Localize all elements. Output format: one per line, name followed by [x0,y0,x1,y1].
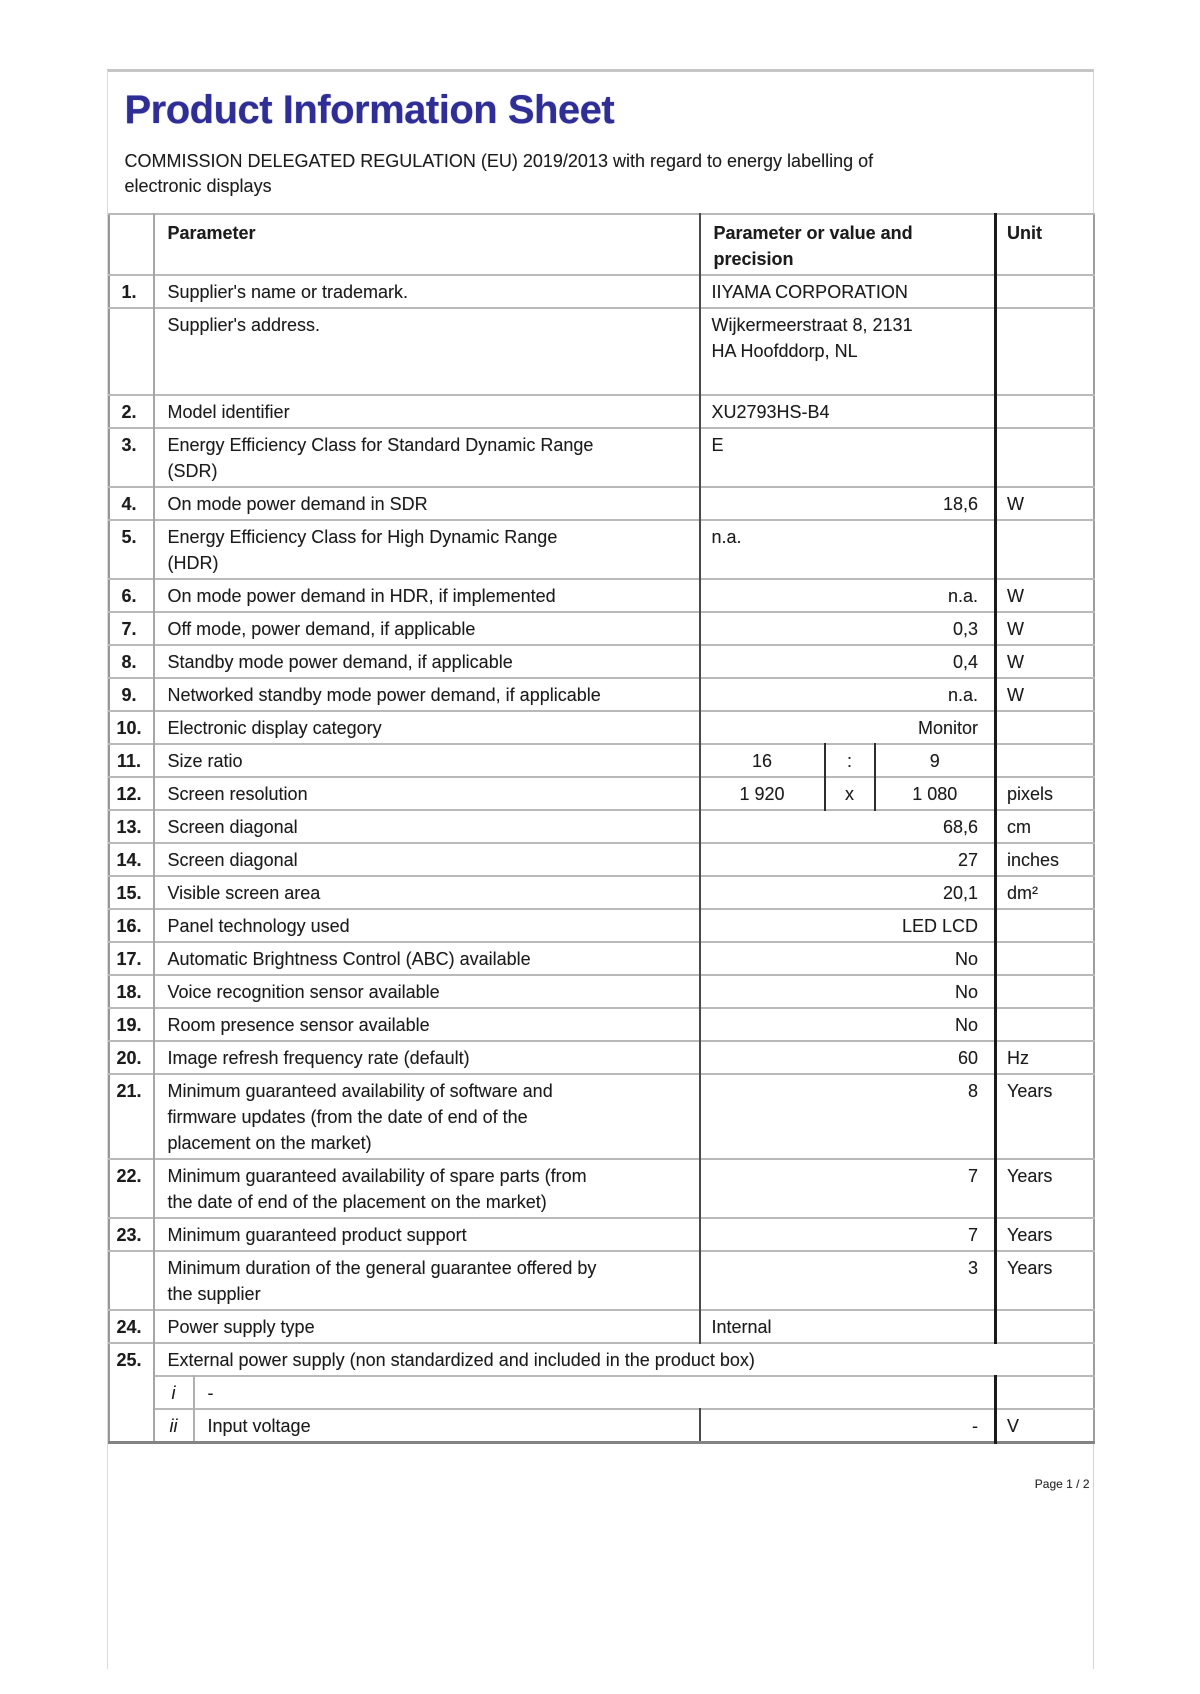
row-unit: Years [996,1159,1094,1218]
row-unit [996,1310,1094,1343]
row-value: 60 [700,1041,996,1074]
row-number: 20. [116,1048,142,1068]
row-label: Input voltage [194,1409,700,1443]
row-value: 7 [700,1218,996,1251]
row-value: E [700,428,996,487]
regulation-intro-text: COMMISSION DELEGATED REGULATION (EU) 2019/2013 with regard to energy labelling of electronic displays [124,151,874,196]
row-unit [996,520,1094,579]
row-unit [996,308,1094,395]
row-label: External power supply (non standardized and included in the product box) [154,1343,1094,1376]
row-value-second: 9 [929,751,940,771]
row-label: On mode power demand in SDR [154,487,700,520]
row-unit [996,428,1094,487]
row-number: 23. [116,1225,142,1245]
row-value: 3 [700,1251,996,1310]
header-value [700,214,996,275]
row-unit [996,1008,1094,1041]
row-value: Internal [700,1310,996,1343]
row-label: Energy Efficiency Class for High Dynamic Range (HDR) [154,520,700,579]
header-row [109,214,1094,275]
row-subnumber: i [154,1376,194,1409]
table-row [109,909,1094,942]
row-label: Image refresh frequency rate (default) [154,1041,700,1074]
row-unit [996,909,1094,942]
row-label: Automatic Brightness Control (ABC) available [154,942,700,975]
row-unit: W [996,612,1094,645]
row-unit [996,744,1094,777]
row-unit: W [996,487,1094,520]
row-number: 8. [121,652,137,672]
table-row [109,942,1094,975]
row-number: 3. [121,435,137,455]
row-unit [996,975,1094,1008]
row-unit: W [996,645,1094,678]
header-unit: Unit [996,214,1094,275]
row-value: n.a. [700,579,996,612]
row-unit [996,395,1094,428]
product-information-sheet [107,69,1094,1669]
row-label: Panel technology used [154,909,700,942]
row-number: 5. [121,527,137,547]
row-label: Standby mode power demand, if applicable [154,645,700,678]
row-number [109,308,154,395]
row-value: Monitor [700,711,996,744]
page-title: Product Information Sheet [124,88,615,132]
row-label: Screen resolution [154,777,700,810]
table-row [109,1218,1094,1251]
row-label: - [194,1376,996,1409]
table-row [109,395,1094,428]
table-row [109,876,1094,909]
row-number: 6. [121,586,137,606]
row-value: XU2793HS-B4 [700,395,996,428]
table-row [109,975,1094,1008]
row-label: Voice recognition sensor available [154,975,700,1008]
row-value-second: 1 080 [912,784,958,804]
table-row [109,275,1094,308]
row-unit: V [996,1409,1094,1443]
row-label: Electronic display category [154,711,700,744]
row-value: 0,4 [700,645,996,678]
row-value: Wijkermeerstraat 8, 2131 HA Hoofddorp, NL [700,308,996,395]
table-row [109,520,1094,579]
row-number: 2. [121,402,137,422]
row-label: Power supply type [154,1310,700,1343]
row-subnumber: ii [154,1409,194,1443]
row-unit [996,1376,1094,1409]
row-number: 21. [116,1081,142,1101]
row-value: 0,3 [700,612,996,645]
row-unit [996,942,1094,975]
row-number: 18. [116,982,142,1002]
header-value-label: Parameter or value and precision [713,223,913,269]
page-number: Page 1 / 2 [1034,1477,1090,1491]
table-row [109,428,1094,487]
row-label: Minimum guaranteed product support [154,1218,700,1251]
table-row [109,579,1094,612]
row-value-first: 1 920 [700,777,825,810]
row-number: 11. [116,751,142,771]
row-value-separator: : [825,744,875,777]
row-value: LED LCD [700,909,996,942]
row-number [109,1376,154,1409]
parameter-table-body [109,275,1094,1443]
row-label: Minimum duration of the general guarantee offered by the supplier [154,1251,700,1310]
row-value: n.a. [700,678,996,711]
table-row [109,1159,1094,1218]
row-label: Screen diagonal [154,843,700,876]
row-value: 7 [700,1159,996,1218]
table-row [109,1409,1094,1443]
row-label: Screen diagonal [154,810,700,843]
table-row [109,843,1094,876]
row-number: 19. [116,1015,142,1035]
row-value: 8 [700,1074,996,1159]
row-label: Visible screen area [154,876,700,909]
row-unit: W [996,678,1094,711]
table-row [109,1008,1094,1041]
parameter-table [108,213,1095,1444]
row-value: No [700,942,996,975]
row-label: Supplier's name or trademark. [154,275,700,308]
row-number: 10. [116,718,142,738]
row-unit [996,275,1094,308]
row-number: 14. [116,850,142,870]
row-number [109,1409,154,1443]
table-row [109,1376,1094,1409]
row-number: 13. [116,817,142,837]
row-unit: pixels [996,777,1094,810]
table-row [109,1074,1094,1159]
table-row [109,308,1094,395]
row-value: n.a. [700,520,996,579]
row-number [109,1251,154,1310]
row-unit: W [996,579,1094,612]
row-label: Minimum guaranteed availability of spare parts (from the date of end of the placement on the market) [154,1159,700,1218]
row-number: 15. [116,883,142,903]
row-unit [996,711,1094,744]
row-unit: dm² [996,876,1094,909]
row-value: 20,1 [700,876,996,909]
row-unit: inches [996,843,1094,876]
row-value: No [700,975,996,1008]
row-unit: Years [996,1251,1094,1310]
table-row [109,810,1094,843]
row-value-separator: x [825,777,875,810]
row-number: 12. [116,784,142,804]
row-unit: Years [996,1074,1094,1159]
table-row [109,744,1094,777]
row-label: Minimum guaranteed availability of software and firmware updates (from the date of end of the placement on the market) [154,1074,700,1159]
row-number: 24. [116,1317,142,1337]
row-unit: Hz [996,1041,1094,1074]
row-value: - [700,1409,996,1443]
row-unit: Years [996,1218,1094,1251]
row-number: 25. [116,1350,142,1370]
row-label: Supplier's address. [154,308,700,395]
row-label: Energy Efficiency Class for Standard Dynamic Range (SDR) [154,428,700,487]
table-row [109,777,1094,810]
row-label: Off mode, power demand, if applicable [154,612,700,645]
row-value-first: 16 [700,744,825,777]
row-number: 17. [116,949,142,969]
row-value: 27 [700,843,996,876]
row-unit: cm [996,810,1094,843]
row-number: 1. [121,282,137,302]
row-number: 4. [121,494,137,514]
table-row [109,645,1094,678]
table-row [109,612,1094,645]
row-number: 7. [121,619,137,639]
row-number: 9. [121,685,137,705]
table-row [109,487,1094,520]
table-row [109,711,1094,744]
table-row [109,1343,1094,1376]
row-number: 16. [116,916,142,936]
row-label: Room presence sensor available [154,1008,700,1041]
row-value: 68,6 [700,810,996,843]
row-label: Networked standby mode power demand, if applicable [154,678,700,711]
header-parameter: Parameter [154,214,700,275]
table-row [109,1041,1094,1074]
row-value: 18,6 [700,487,996,520]
row-label: Size ratio [154,744,700,777]
parameter-table-header [109,214,1094,275]
row-value: IIYAMA CORPORATION [700,275,996,308]
header-number-cell [109,214,154,275]
row-number: 22. [116,1166,142,1186]
row-label: Model identifier [154,395,700,428]
table-row [109,678,1094,711]
row-value: No [700,1008,996,1041]
row-label: On mode power demand in HDR, if implemented [154,579,700,612]
table-row [109,1251,1094,1310]
table-row [109,1310,1094,1343]
